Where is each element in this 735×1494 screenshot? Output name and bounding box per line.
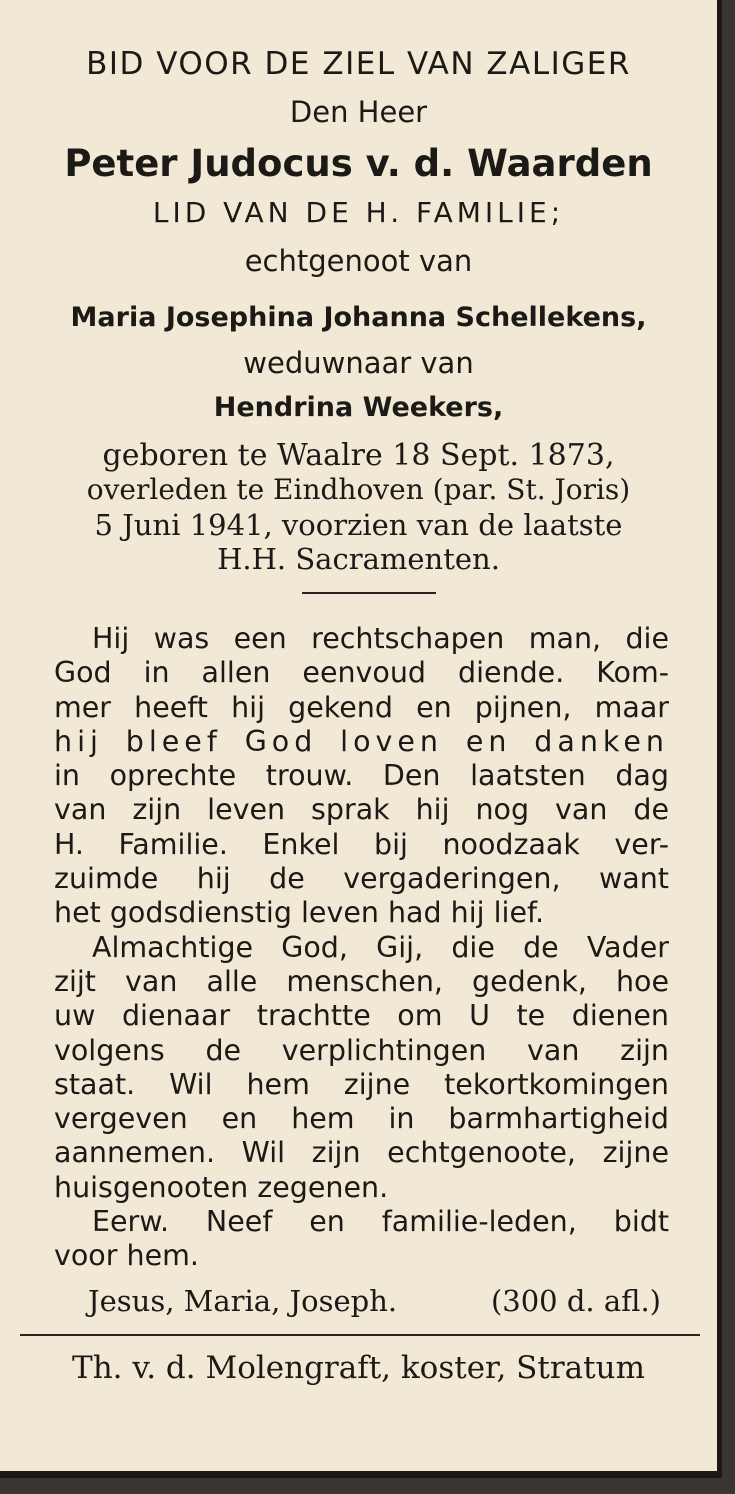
first-wife-name: Hendrina Weekers, (213, 392, 504, 423)
divider-short (302, 592, 436, 594)
birth-line: geboren te Waalre 18 Sept. 1873, (102, 438, 615, 473)
request-line: Eerw. Neef en familie-leden, bidt (92, 1205, 669, 1239)
divider-long (20, 1334, 700, 1336)
prayer-line: volgens de verplichtingen van zijn (54, 1033, 669, 1067)
tribute-paragraph (54, 622, 669, 1274)
tribute-line: het godsdienstig leven had hij lief. (54, 896, 544, 930)
prayer-line: Almachtige God, Gij, die de Vader (92, 930, 669, 964)
tribute-line: van zijn leven sprak hij nog van de (54, 793, 669, 827)
deceased-name: Peter Judocus v. d. Waarden (64, 142, 653, 185)
widower-intro: weduwnaar van (243, 346, 474, 380)
invocation: Jesus, Maria, Joseph. (88, 1284, 398, 1318)
honorific: Den Heer (289, 95, 428, 129)
tribute-line: in oprechte trouw. Den laatsten dag (54, 759, 669, 793)
prayer-line: uw dienaar trachtte om U te dienen (54, 999, 669, 1033)
prayer-line: huisgenooten zegenen. (54, 1170, 389, 1204)
tribute-line: Hij was een rechtschapen man, die (92, 622, 669, 655)
death-line: overleden te Eindhoven (par. St. Joris) (86, 473, 631, 506)
tribute-line: God in allen eenvoud diende. Kom- (54, 656, 669, 690)
sacraments-line: H.H. Sacramenten. (217, 542, 500, 576)
prayer-line: staat. Wil hem zijne tekortkomingen (54, 1067, 669, 1101)
printer-credit: Th. v. d. Molengraft, koster, Stratum (72, 1350, 645, 1386)
death-date-line: 5 Juni 1941, voorzien van de laatste (94, 508, 623, 542)
tribute-line: hij bleef God loven en danken (54, 724, 669, 758)
prayer-line: vergeven en hem in barmhartigheid (54, 1102, 669, 1136)
request-line: voor hem. (54, 1239, 199, 1273)
tribute-line: mer heeft hij gekend en pijnen, maar (54, 690, 669, 724)
tribute-line: H. Familie. Enkel bij noodzaak ver- (54, 827, 669, 861)
membership: LID VAN DE H. FAMILIE; (152, 196, 565, 229)
tribute-line: zuimde hij de vergaderingen, want (54, 862, 669, 896)
prayer-line: zijt van alle menschen, gedenk, hoe (54, 964, 669, 998)
spouse-name: Maria Josephina Johanna Schellekens, (70, 302, 647, 333)
closing-line (88, 1284, 661, 1318)
spouse-intro: echtgenoot van (244, 244, 473, 278)
prayer-heading: BID VOOR DE ZIEL VAN ZALIGER (86, 46, 631, 82)
prayer-line: aannemen. Wil zijn echtgenoote, zijne (54, 1136, 669, 1170)
indulgence: (300 d. afl.) (490, 1284, 661, 1318)
